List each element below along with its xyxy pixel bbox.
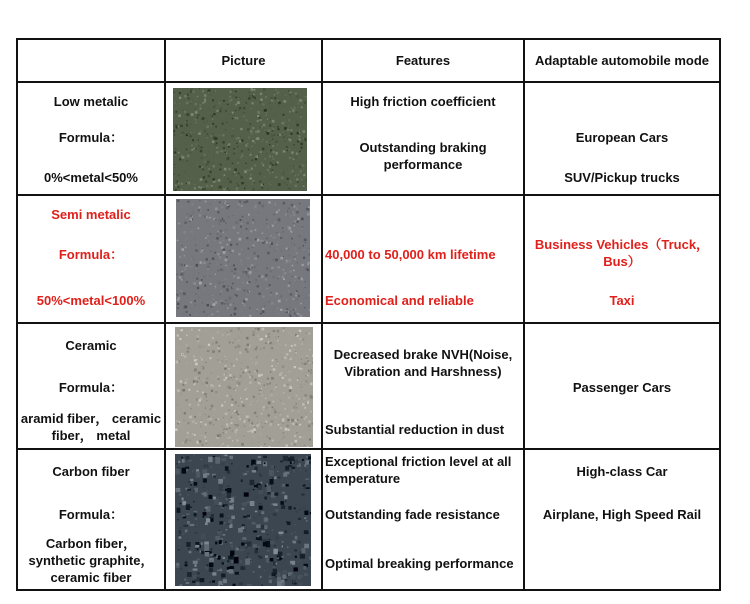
brake-pad-table: [16, 38, 721, 591]
feature-text: Substantial reduction in dust: [325, 422, 505, 437]
header-row: [17, 39, 720, 82]
header-type: [17, 39, 165, 82]
texture-image: [173, 88, 307, 191]
feature-text: High friction coefficient: [350, 94, 496, 109]
formula-value: 50%<metal<100%: [36, 293, 146, 308]
mode-text: High-class Car: [576, 464, 668, 479]
table-row: [17, 82, 720, 195]
type-name: Ceramic: [65, 338, 117, 353]
formula-label: Formula：: [58, 130, 124, 145]
feature-text: Decreased brake NVH(Noise, Vibration and Harshness): [333, 347, 513, 379]
formula-label: Formula：: [58, 247, 124, 262]
texture-picture: [175, 454, 311, 586]
feature-text: Outstanding braking performance: [359, 140, 487, 172]
texture-picture: [173, 88, 307, 191]
mode-text: European Cars: [575, 130, 669, 145]
texture-image: [176, 199, 310, 317]
type-name: Carbon fiber: [52, 464, 130, 479]
feature-text: Exceptional friction level at all temperature: [325, 454, 512, 486]
header-features: Features: [322, 39, 524, 82]
formula-value: aramid fiber， ceramic fiber， metal: [20, 411, 162, 443]
texture-image: [175, 327, 313, 447]
formula-value: Carbon fiber， synthetic graphite， ceramic fiber: [28, 536, 154, 585]
feature-text: Outstanding fade resistance: [325, 507, 500, 522]
type-name: Semi metalic: [51, 207, 131, 222]
formula-label: Formula：: [58, 380, 124, 395]
mode-text: Airplane, High Speed Rail: [542, 507, 702, 522]
feature-text: Economical and reliable: [325, 293, 474, 308]
mode-text: SUV/Pickup trucks: [564, 170, 680, 185]
table-row: [17, 323, 720, 449]
texture-picture: [176, 199, 310, 317]
type-name: Low metalic: [53, 94, 129, 109]
mode-text: Business Vehicles（Truck， Bus）: [534, 237, 710, 269]
texture-picture: [175, 327, 313, 447]
header-picture: Picture: [165, 39, 322, 82]
formula-label: Formula：: [58, 507, 124, 522]
table-row: [17, 449, 720, 590]
feature-text: Optimal breaking performance: [325, 556, 514, 571]
formula-value: 0%<metal<50%: [44, 170, 138, 185]
mode-text: Taxi: [609, 293, 635, 308]
texture-image: [175, 454, 311, 586]
feature-text: 40,000 to 50,000 km lifetime: [325, 247, 496, 262]
mode-text: Passenger Cars: [572, 380, 672, 395]
table-row: [17, 195, 720, 323]
header-adaptable-mode: Adaptable automobile mode: [524, 39, 720, 82]
